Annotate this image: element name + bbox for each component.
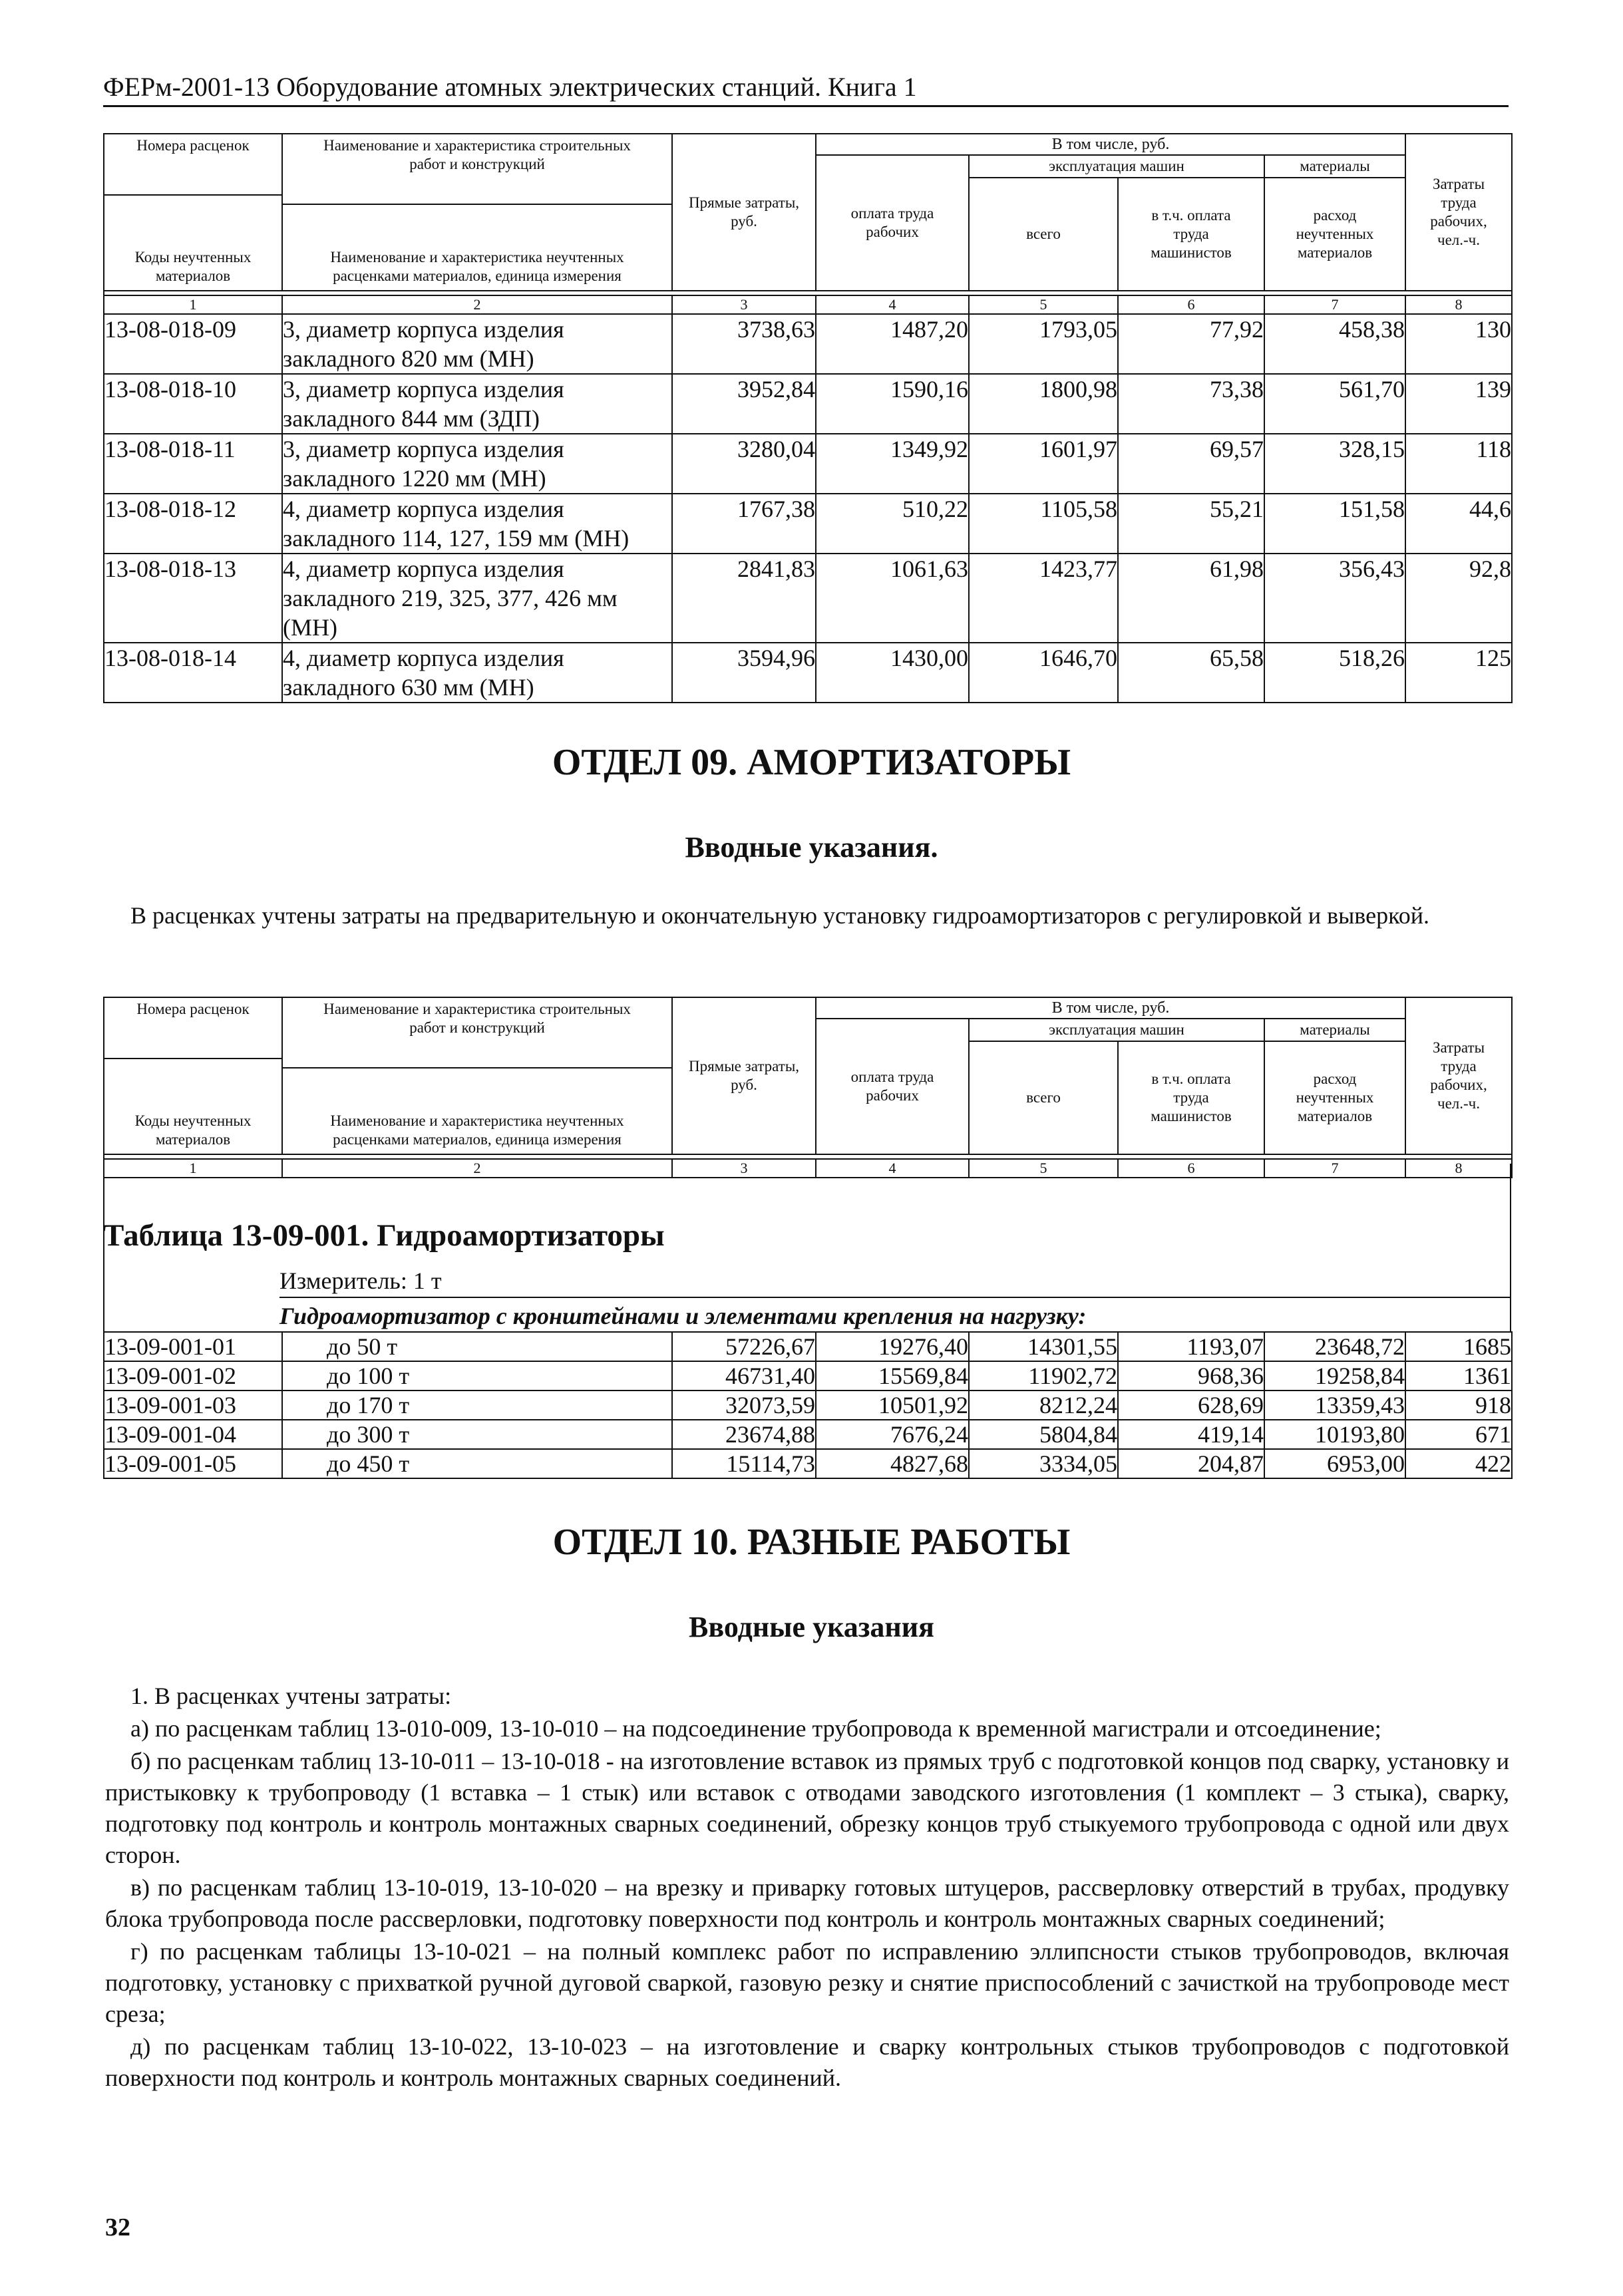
price-table-09-body <box>103 1331 1513 1479</box>
col-number: 4 <box>816 1159 969 1178</box>
col-number: 2 <box>282 295 672 314</box>
row-operator-pay: 77,92 <box>1118 314 1264 374</box>
header-operator-pay: в т.ч. оплата труда машинистов <box>1118 1041 1264 1154</box>
header-materials: материалы <box>1264 1019 1405 1041</box>
row-labor-pay: 7676,24 <box>816 1420 969 1449</box>
intro-paragraph: а) по расценкам таблиц 13-010-009, 13-10-010 – на подсоединение трубопровода к временной магистрали и отсоединение; <box>130 1715 1381 1742</box>
row-machines-total: 3334,05 <box>969 1449 1118 1478</box>
row-code: 13-09-001-01 <box>104 1332 282 1361</box>
row-name: 4, диаметр корпуса изделия закладного 114, 127, 159 мм (МН) <box>282 494 672 554</box>
table-row <box>104 554 1512 643</box>
row-code: 13-08-018-10 <box>104 374 282 434</box>
col-number: 3 <box>672 295 816 314</box>
row-materials: 151,58 <box>1264 494 1405 554</box>
header-operator-pay: в т.ч. оплата труда машинистов <box>1118 178 1264 291</box>
header-labor-hours: Затраты труда рабочих, чел.-ч. <box>1405 134 1512 291</box>
col-number: 6 <box>1118 1159 1264 1178</box>
row-operator-pay: 419,14 <box>1118 1420 1264 1449</box>
row-operator-pay: 55,21 <box>1118 494 1264 554</box>
row-name: 3, диаметр корпуса изделия закладного 844 мм (ЗДП) <box>282 374 672 434</box>
row-name: 3, диаметр корпуса изделия закладного 1220 мм (МН) <box>282 434 672 494</box>
row-labor-pay: 1487,20 <box>816 314 969 374</box>
row-name: до 170 т <box>282 1391 672 1420</box>
row-direct-costs: 3280,04 <box>672 434 816 494</box>
row-machines-total: 1423,77 <box>969 554 1118 643</box>
row-code: 13-09-001-04 <box>104 1420 282 1449</box>
header-labor-pay: оплата труда рабочих <box>816 155 969 291</box>
row-code: 13-09-001-05 <box>104 1449 282 1478</box>
table-13-09-001-title: Таблица 13-09-001. Гидроамортизаторы <box>103 1218 665 1253</box>
col-number: 1 <box>104 1159 282 1178</box>
row-code: 13-09-001-02 <box>104 1361 282 1391</box>
table-row <box>104 494 1512 554</box>
section-10-intro-heading: Вводные указания <box>689 1611 934 1643</box>
row-operator-pay: 61,98 <box>1118 554 1264 643</box>
row-labor-pay: 19276,40 <box>816 1332 969 1361</box>
table-row <box>104 314 1512 374</box>
header-codes-top: Номера расценок <box>136 1001 250 1017</box>
row-labor-hours: 1361 <box>1405 1361 1512 1391</box>
header-name-top: Наименование и характеристика строительных работ и конструкций <box>323 137 631 172</box>
row-machines-total: 11902,72 <box>969 1361 1118 1391</box>
header-name-bottom: Наименование и характеристика неучтенных расценками материалов, единица измерения <box>330 1112 624 1148</box>
header-machines: эксплуатация машин <box>969 1019 1264 1041</box>
row-labor-pay: 1061,63 <box>816 554 969 643</box>
row-labor-hours: 918 <box>1405 1391 1512 1420</box>
intro-paragraph: д) по расценкам таблиц 13-10-022, 13-10-023 – на изготовление и сварку контрольных стыков трубопроводов с подготовкой поверхности под контроль и контроль монтажных сварных соединений. <box>105 2033 1509 2091</box>
table-row <box>104 1420 1512 1449</box>
row-labor-hours: 671 <box>1405 1420 1512 1449</box>
page-number: 32 <box>105 2214 130 2241</box>
row-labor-pay: 4827,68 <box>816 1449 969 1478</box>
row-labor-hours: 130 <box>1405 314 1512 374</box>
price-table-09 <box>103 997 1513 1178</box>
row-materials: 356,43 <box>1264 554 1405 643</box>
col-number: 7 <box>1264 1159 1405 1178</box>
row-machines-total: 1800,98 <box>969 374 1118 434</box>
header-material-usage: расход неучтенных материалов <box>1264 1041 1405 1154</box>
section-10-intro-text <box>105 1681 1509 2095</box>
row-code: 13-08-018-12 <box>104 494 282 554</box>
col-number: 5 <box>969 295 1118 314</box>
row-materials: 561,70 <box>1264 374 1405 434</box>
intro-paragraph: в) по расценкам таблиц 13-10-019, 13-10-020 – на врезку и приварку готовых штуцеров, рассверловку отверстий в трубах, продувку блока трубопровода после рассверловки, подготовку поверхности под контроль и контроль монтажных сварных соединений; <box>105 1874 1509 1932</box>
section-09-title: ОТДЕЛ 09. АМОРТИЗАТОРЫ <box>552 742 1071 783</box>
row-direct-costs: 32073,59 <box>672 1391 816 1420</box>
row-name: 4, диаметр корпуса изделия закладного 219, 325, 377, 426 мм (МН) <box>282 554 672 643</box>
table-13-09-001-rule <box>279 1297 1511 1298</box>
header-machines-total: всего <box>969 1041 1118 1154</box>
header-codes-top: Номера расценок <box>136 137 250 154</box>
row-direct-costs: 23674,88 <box>672 1420 816 1449</box>
table-row <box>104 1332 1512 1361</box>
header-direct-costs: Прямые затраты, руб. <box>672 997 816 1154</box>
header-machines: эксплуатация машин <box>969 155 1264 178</box>
row-labor-hours: 422 <box>1405 1449 1512 1478</box>
row-labor-pay: 1590,16 <box>816 374 969 434</box>
header-name-top: Наименование и характеристика строительных работ и конструкций <box>323 1001 631 1036</box>
row-operator-pay: 73,38 <box>1118 374 1264 434</box>
header-direct-costs: Прямые затраты, руб. <box>672 134 816 291</box>
intro-paragraph: В расценках учтены затраты на предварительную и окончательную установку гидроамортизаторов с регулировкой и выверкой. <box>130 902 1429 929</box>
section-09-intro-heading: Вводные указания. <box>685 831 938 864</box>
row-labor-hours: 118 <box>1405 434 1512 494</box>
row-materials: 518,26 <box>1264 643 1405 703</box>
header-machines-total: всего <box>969 178 1118 291</box>
header-materials: материалы <box>1264 155 1405 178</box>
row-machines-total: 8212,24 <box>969 1391 1118 1420</box>
row-direct-costs: 1767,38 <box>672 494 816 554</box>
row-labor-hours: 125 <box>1405 643 1512 703</box>
row-code: 13-08-018-09 <box>104 314 282 374</box>
row-operator-pay: 968,36 <box>1118 1361 1264 1391</box>
row-operator-pay: 204,87 <box>1118 1449 1264 1478</box>
row-labor-hours: 44,6 <box>1405 494 1512 554</box>
row-code: 13-08-018-11 <box>104 434 282 494</box>
row-labor-pay: 510,22 <box>816 494 969 554</box>
table-13-09-001-group-label: Гидроамортизатор с кронштейнами и элементами крепления на нагрузку: <box>279 1303 1087 1329</box>
row-materials: 458,38 <box>1264 314 1405 374</box>
section-10-title: ОТДЕЛ 10. РАЗНЫЕ РАБОТЫ <box>552 1522 1071 1563</box>
table-row <box>104 643 1512 703</box>
table-row <box>104 374 1512 434</box>
table-row <box>104 1361 1512 1391</box>
row-machines-total: 1793,05 <box>969 314 1118 374</box>
running-header: ФЕРм-2001-13 Оборудование атомных электрических станций. Книга 1 <box>103 69 1509 107</box>
row-name: 4, диаметр корпуса изделия закладного 630 мм (МН) <box>282 643 672 703</box>
row-labor-pay: 1349,92 <box>816 434 969 494</box>
row-name: 3, диаметр корпуса изделия закладного 820 мм (МН) <box>282 314 672 374</box>
row-operator-pay: 69,57 <box>1118 434 1264 494</box>
row-machines-total: 1105,58 <box>969 494 1118 554</box>
row-operator-pay: 628,69 <box>1118 1391 1264 1420</box>
row-code: 13-08-018-13 <box>104 554 282 643</box>
header-codes-bottom: Коды неучтенных материалов <box>134 1112 252 1148</box>
row-operator-pay: 65,58 <box>1118 643 1264 703</box>
row-code: 13-09-001-03 <box>104 1391 282 1420</box>
col-number: 2 <box>282 1159 672 1178</box>
col-number: 3 <box>672 1159 816 1178</box>
row-direct-costs: 46731,40 <box>672 1361 816 1391</box>
row-direct-costs: 3952,84 <box>672 374 816 434</box>
row-machines-total: 1646,70 <box>969 643 1118 703</box>
row-name: до 100 т <box>282 1361 672 1391</box>
intro-paragraph: 1. В расценках учтены затраты: <box>130 1683 452 1709</box>
intro-paragraph: г) по расценкам таблицы 13-10-021 – на полный комплекс работ по исправлению эллипсности стыков трубопроводов, включая подготовку, установку с прихваткой ручной дуговой сваркой, газовую резку и снятие приспособлений с зачисткой на трубопроводе мест среза; <box>105 1938 1509 2027</box>
table-header <box>104 997 1512 1178</box>
row-operator-pay: 1193,07 <box>1118 1332 1264 1361</box>
row-direct-costs: 3738,63 <box>672 314 816 374</box>
col-number: 8 <box>1405 1159 1512 1178</box>
section-09-intro-text <box>105 900 1509 933</box>
row-labor-hours: 139 <box>1405 374 1512 434</box>
row-materials: 328,15 <box>1264 434 1405 494</box>
row-name: до 300 т <box>282 1420 672 1449</box>
row-materials: 6953,00 <box>1264 1449 1405 1478</box>
row-labor-pay: 15569,84 <box>816 1361 969 1391</box>
col-number: 1 <box>104 295 282 314</box>
row-materials: 13359,43 <box>1264 1391 1405 1420</box>
table-row <box>104 1449 1512 1478</box>
row-direct-costs: 15114,73 <box>672 1449 816 1478</box>
row-machines-total: 5804,84 <box>969 1420 1118 1449</box>
row-materials: 10193,80 <box>1264 1420 1405 1449</box>
row-labor-hours: 1685 <box>1405 1332 1512 1361</box>
row-name: до 50 т <box>282 1332 672 1361</box>
row-materials: 23648,72 <box>1264 1332 1405 1361</box>
row-code: 13-08-018-14 <box>104 643 282 703</box>
header-codes-bottom: Коды неучтенных материалов <box>134 249 252 284</box>
header-including-group: В том числе, руб. <box>816 134 1405 155</box>
table-row <box>104 434 1512 494</box>
col-number: 8 <box>1405 295 1512 314</box>
header-including-group: В том числе, руб. <box>816 997 1405 1019</box>
row-direct-costs: 3594,96 <box>672 643 816 703</box>
row-materials: 19258,84 <box>1264 1361 1405 1391</box>
header-labor-hours: Затраты труда рабочих, чел.-ч. <box>1405 997 1512 1154</box>
row-name: до 450 т <box>282 1449 672 1478</box>
table-13-09-001-unit: Измеритель: 1 т <box>279 1267 442 1294</box>
intro-paragraph: б) по расценкам таблиц 13-10-011 – 13-10-018 - на изготовление вставок из прямых труб с подготовкой концов под сварку, установку и пристыковку к трубопроводу (1 вставка – 1 стык) или вставок с отводами заводского изготовления (1 комплект – 3 стыка), сварку, подготовку под контроль и контроль монтажных сварных соединений, обрезку концов труб стыкуемого трубопровода с одной или двух сторон. <box>105 1748 1509 1868</box>
row-labor-hours: 92,8 <box>1405 554 1512 643</box>
header-labor-pay: оплата труда рабочих <box>816 1019 969 1154</box>
row-direct-costs: 57226,67 <box>672 1332 816 1361</box>
col-number: 7 <box>1264 295 1405 314</box>
table-header <box>104 134 1512 314</box>
row-labor-pay: 1430,00 <box>816 643 969 703</box>
col-number: 4 <box>816 295 969 314</box>
header-name-bottom: Наименование и характеристика неучтенных расценками материалов, единица измерения <box>330 249 624 284</box>
row-machines-total: 14301,55 <box>969 1332 1118 1361</box>
row-machines-total: 1601,97 <box>969 434 1118 494</box>
row-direct-costs: 2841,83 <box>672 554 816 643</box>
table-row <box>104 1391 1512 1420</box>
col-number: 6 <box>1118 295 1264 314</box>
row-labor-pay: 10501,92 <box>816 1391 969 1420</box>
header-material-usage: расход неучтенных материалов <box>1264 178 1405 291</box>
col-number: 5 <box>969 1159 1118 1178</box>
price-table-08 <box>103 133 1513 703</box>
